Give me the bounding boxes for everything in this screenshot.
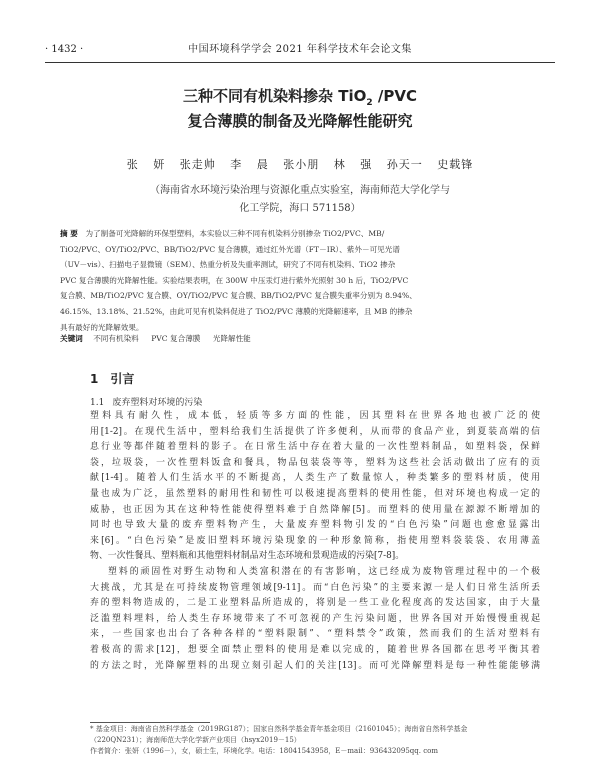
body-line: 来[6]。“白色污染”是废旧塑料环境污染现象的一种形象简称，指使用塑料袋装袋、农用薄盖	[90, 535, 540, 546]
section-title: 引言	[110, 372, 135, 386]
abstract-line: TiO2/PVC、OY/TiO2/PVC、BB/TiO2/PVC 复合薄膜，通过红外光谱（FT－IR）、紫外－可见光谱	[60, 244, 400, 254]
body-line: 的方法之时，光降解塑料的出现立刻引起人们的关注[13]。而可光降解塑料是每一种性能能够满	[90, 660, 540, 671]
abstract-line: 复合膜、MB/TiO2/PVC 复合膜、OY/TiO2/PVC 复合膜、BB/TiO2/PVC 复合膜失重率分别为 8.94%、	[60, 291, 417, 301]
keyword: 光降解性能	[212, 334, 251, 343]
body-line: 息行业等都伴随着塑料的影子。在日常生活中存在着大量的一次性塑料制品，如塑料袋，保鲜	[90, 442, 540, 453]
abstract-line: 具有最好的光降解效果。	[60, 322, 144, 332]
affiliation-line-1: （海南省水环境污染治理与资源化重点实验室，海南师范大学化学与	[150, 185, 450, 196]
body-line: 威胁，也正因为其在这种特性能使得塑料难于自然降解[5]。而塑料的使用量在源源不断增加的	[90, 504, 540, 515]
body-line: 弃的塑料物造成的，二是工业塑料品所造成的，将别是一些工业化程度高的发达国家，由于大量	[90, 598, 540, 609]
footnote-rule	[90, 722, 210, 723]
body-text	[90, 409, 540, 674]
abstract-line: 摘 要 为了制备可光降解的环保型塑料，本实验以三种不同有机染料分别掺杂 TiO2/PVC、MB/	[60, 229, 385, 238]
keyword: PVC 复合薄膜	[151, 334, 201, 343]
body-line: 着极高的需求[12]，想要全面禁止塑料的使用是难以完成的，随着世界各国都在思考平衡其着	[90, 644, 540, 655]
body-line: 用[1-2]。在现代生活中，塑料给我们生活提供了许多便利，从而带的食品产业，到夏装高端的信	[90, 426, 540, 437]
affiliation-line-2: 化工学院，海口 571158）	[239, 203, 361, 214]
footnote-author: 作者简介：张妍（1996－），女，硕士生，环境化学。电话：18041543958，E－mail：936432095qq. com	[90, 747, 438, 755]
footnote-funding: * 基金项目：海南省自然科学基金（2019RG187）；国家自然科学基金青年基金项目（21601045）；海南省自然科学基金	[90, 725, 468, 733]
header-rule	[45, 62, 555, 63]
abstract-label: 摘 要	[60, 229, 78, 238]
subsection-heading	[90, 395, 202, 408]
keywords	[60, 333, 540, 344]
section-heading	[90, 370, 134, 387]
body-line: 塑料的顽固性对野生动物和人类富积潜在的有害影响，这已经成为废物管理过程中的一个极	[108, 566, 540, 577]
keywords-label: 关键词	[60, 334, 83, 343]
body-line: 同时也导致大量的废弃塑料物产生，大量废弃塑料物引发的“白色污染”问题也愈愈显露出	[90, 520, 540, 531]
author-list: 张 妍 张走帅 李 晨 张小朋 林 强 孙天一 史载锋	[126, 158, 474, 171]
journal-title: 中国环境科学学会 2021 年科学技术年会论文集	[188, 44, 412, 55]
abstract-line: （UV－vis）、扫描电子显微镜（SEM）、热重分析及失重率测试，研究了不同有机染料、TiO2 掺杂	[60, 260, 396, 270]
body-line: 来，一些国家也出台了各种各样的“塑料限制”、“塑料禁令”政策，然而我们的生活对塑料有	[90, 629, 540, 640]
body-line: 量也成为广泛，虽然塑料的耐用性和韧性可以极速提高塑料的使用性能，但对环境也构成一定的	[90, 488, 540, 499]
body-line: 袋，垃圾袋，一次性塑料饭盒和餐具，物品包装袋等等，塑料为这些社会活动做出了应有的贡	[90, 457, 540, 468]
subsection-number: 1.1	[90, 398, 105, 408]
body-line: 大挑战，尤其是在可持续废物管理领域[9-11]。而“白色污染”的主要来源一是人们日常生活所丢	[90, 582, 540, 593]
body-line: 献[1-4]。随着人们生活水平的不断提高，人类生产了数量惊人，种类繁多的塑料材质，使用	[90, 473, 540, 484]
keyword: 不同有机染料	[93, 334, 139, 343]
section-number: 1	[90, 372, 99, 386]
abstract-line: PVC 复合薄膜的光降解性能。实验结果表明，在 300W 中压汞灯进行紫外光照射 30 h 后，TiO2/PVC	[60, 275, 409, 285]
abstract	[60, 226, 540, 335]
body-line: 泛滥塑料埋料，给人类生存环境带来了不可忽视的产生污染问题，世界各国对开始慢慢重视起	[90, 613, 540, 624]
body-line: 物、一次性餐具、塑料瓶和其他塑料材制品对生态环境和景观造成的污染[7-8]。	[90, 551, 405, 562]
abstract-line: 46.15%、13.18%、21.52%，由此可见有机染料促进了 TiO2/PVC 薄膜的光降解速率，且 MB 的掺杂	[60, 306, 413, 316]
paper-title-line-1: 三种不同有机染料掺杂 TiO$_2$ /PVC	[183, 87, 417, 108]
subsection-title: 废弃塑料对环境的污染	[112, 398, 203, 408]
body-line: 塑料具有耐久性，成本低，轻质等多方面的性能，因其塑料在世界各地也被广泛的使	[90, 411, 540, 421]
running-head	[45, 40, 555, 60]
paper-title-line-2: 复合薄膜的制备及光降解性能研究	[187, 112, 413, 130]
footnote-funding-cont: （220QN231）；海南师范大学化学新产业项目（hsyx2019－15）	[90, 736, 301, 744]
page-number: · 1432 ·	[45, 44, 84, 55]
